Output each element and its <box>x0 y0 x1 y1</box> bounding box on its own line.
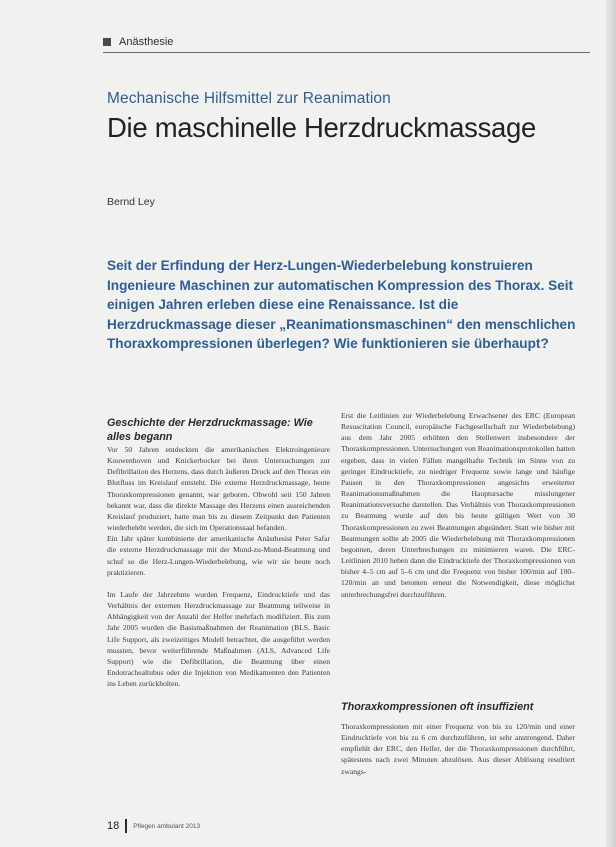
article-kicker: Mechanische Hilfsmittel zur Reanimation <box>107 90 391 107</box>
left-paragraph-1: Vor 50 Jahren entdeckten die amerikanischen Elektroingenieure Kouwenhoven und Knickerbocker bei ihren Untersuchungen zur Defibrillation des Herzens, dass durch äußeren Druck auf den Thorax ein Blutfluss im Kreislauf entsteht. Die externe Herzdruckmassage, heute Thoraxkompressionen genannt, war geboren. Obwohl seit 150 Jahren bekannt war, dass die direkte Massage des Herzens einen ausreichenden Kreislauf produziert, hatte man bis zu diesem Zeitpunkt den Patienten wiederbelebt werden, die sich im Operationssaal befanden. <box>107 445 330 533</box>
section-square-icon <box>103 38 111 46</box>
footer-bar <box>125 819 127 833</box>
left-section-heading: Geschichte der Herzdruckmassage: Wie alles begann <box>107 417 313 443</box>
right-paragraph-1: Erst die Leitlinien zur Wiederbelebung Erwachsener des ERC (European Resuscitation Council, europäische Fachgesellschaft zur Wiederbelebung) aus dem Jahr 2005 erhöhten den Stellenwert insbesondere der Thoraxkompressionen. Untersuchungen von Reanimationsprotokollen hatten ergeben, dass in vielen Fällen mangelhafte Technik im Sinne von zu geringer Eindrucktiefe, zu niedriger Frequenz sowie lange und häufige Pausen in den Thoraxkompressionen angesichts erweiterter Reanimationsmaßnahmen die Hauptursache misslungener Reanimationsversuche darstellen. Das Verhältnis von Thoraxkompressionen zu Beatmung wurde auf den bis heute gültigen Wert von 30 Thoraxkompressionen zu zwei Beatmungen abgeändert. Statt wie bisher mit Beatmungen sollte ab 2005 die Wiederbelebung mit Thoraxkompressionen begonnen, deren Unterbrechungen zu minimieren waren. Die ERC-Leitlinien 2010 heben dann die Eindrucktiefe der Thoraxkompressionen von bisher 4–5 cm auf 5–6 cm und die Frequenz von bisher 100/min auf 100–120/min an und betonten erneut die Notwendigkeit, diese möglichst unterbrechungsfrei durchzuführen. <box>341 411 575 599</box>
paragraph-gap <box>107 578 330 589</box>
page-number: 18 <box>107 820 120 832</box>
right-column <box>341 410 575 600</box>
journal-name: Pflegen ambulant 2013 <box>133 822 201 830</box>
right-paragraph-2: Thoraxkompressionen mit einer Frequenz von bis zu 120/min und einer Eindrucktiefe von bis zu 6 cm durchzuführen, ist sehr anstrengend. Daher empfiehlt der ERC, den Helfer, der die Thoraxkompressionen durchführt, spätestens nach zwei Minuten abzulösen. Aus dieser Ablösung resultiert zwangs- <box>341 722 575 776</box>
article-lead <box>107 256 577 354</box>
section-header <box>103 36 173 48</box>
article-title: Die maschinelle Herzdruckmassage <box>107 112 537 143</box>
page-footer <box>107 819 200 833</box>
lead-paragraph: Seit der Erfindung der Herz-Lungen-Wiederbelebung konstruieren Ingenieure Maschinen zur automatischen Kompression des Thorax. Seit einigen Jahren erleben diese eine Renaissance. Ist die Herzdruckmassage dieser „Reanimationsmaschinen“ den menschlichen Thoraxkompressionen überlegen? Wie funktionieren sie überhaupt? <box>107 258 576 352</box>
right-column-lower <box>341 721 575 777</box>
left-column <box>107 444 330 689</box>
section-rule <box>103 52 590 53</box>
section-label: Anästhesie <box>119 36 174 48</box>
right-section-heading: Thoraxkompressionen oft insuffizient <box>341 701 534 713</box>
left-paragraph-2: Ein Jahr später kombinierte der amerikanische Anästhesist Peter Safar die externe Herzdruckmassage mit der Mund-zu-Mund-Beatmung und schuf so die Herz-Lungen-Wiederbelebung, wie wir sie heute noch praktizieren. <box>107 534 330 577</box>
page-edge-shadow <box>606 0 616 847</box>
article-author: Bernd Ley <box>107 196 155 208</box>
left-paragraph-3: Im Laufe der Jahrzehnte wurden Frequenz, Eindrucktiefe und das Verhältnis der externen Herzdruckmassage zur Beatmung teilweise in Abhängigkeit von der Anzahl der Helfer mehrfach modifiziert. Bis zum Jahr 2005 wurden die Basismaßnahmen der Reanimation (BLS, Basic Life Support, als zweizeitiges Modell betrachtet, die ausgeführt werden mussten, bevor weiterführende Maßnahmen (ALS, Advanced Life Support) wie die Defibrillation, die Beatmung über einen Endotrachealtubus oder die Injektion von Medikamenten den Patienten ins Leben zurückholten. <box>107 589 330 689</box>
